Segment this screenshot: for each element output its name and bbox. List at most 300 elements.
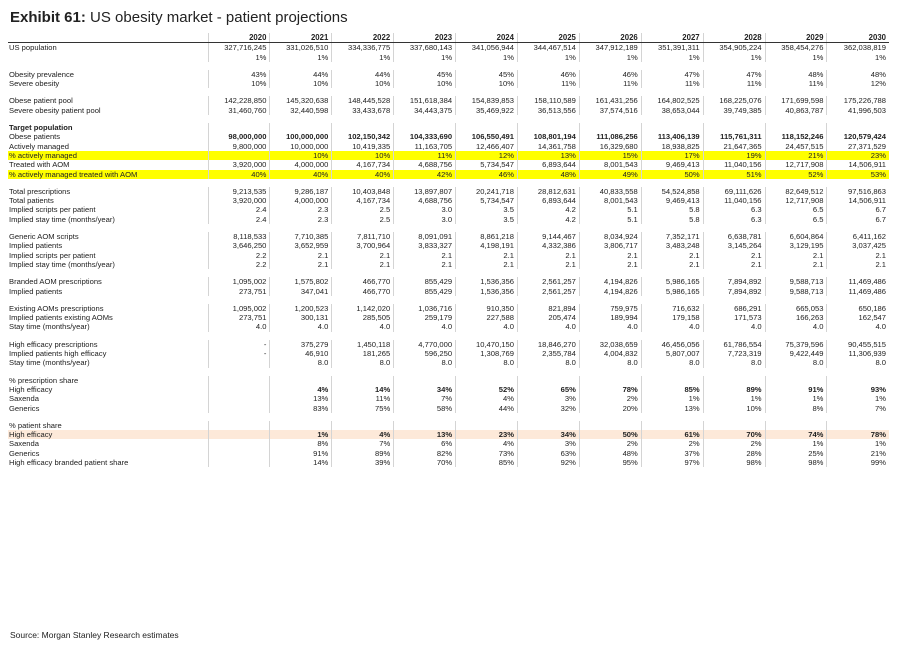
value-cell: 2.4 (208, 205, 270, 214)
value-cell: 46,910 (270, 349, 332, 358)
value-cell: 6,411,162 (827, 232, 889, 241)
row-label: Generics (9, 448, 40, 458)
value-cell: 12,717,908 (765, 196, 827, 205)
value-cell: 6.5 (765, 205, 827, 214)
projection-table (8, 33, 889, 467)
value-cell: 5,734,547 (456, 196, 518, 205)
value-cell: 9,800,000 (208, 142, 270, 151)
row-label: High efficacy branded patient share (9, 457, 129, 467)
value-cell: 2.1 (641, 251, 703, 260)
row-label: Implied stay time (months/year) (9, 214, 115, 224)
value-cell: 175,226,788 (827, 96, 889, 105)
value-cell: 6% (394, 439, 456, 448)
row-label: US population (9, 43, 57, 53)
value-cell: 145,320,638 (270, 96, 332, 105)
row-label: Obese patients (9, 132, 61, 142)
value-cell: 14,506,911 (827, 196, 889, 205)
value-cell: 11,040,156 (703, 160, 765, 169)
year-header: 2026 (579, 33, 641, 43)
value-cell: 35,469,922 (456, 106, 518, 115)
value-cell (703, 376, 765, 385)
value-cell: 162,547 (827, 313, 889, 322)
value-cell: 41,996,503 (827, 106, 889, 115)
value-cell: 4,770,000 (394, 340, 456, 349)
value-cell: 10,419,335 (332, 142, 394, 151)
value-cell: 8.0 (579, 358, 641, 367)
value-cell: 14,506,911 (827, 160, 889, 169)
value-cell (394, 421, 456, 430)
value-cell: 3.0 (394, 205, 456, 214)
value-cell (332, 421, 394, 430)
value-cell: 34% (517, 430, 579, 439)
value-cell: 11,163,705 (394, 142, 456, 151)
value-cell: 179,158 (641, 313, 703, 322)
value-cell: 91% (270, 449, 332, 458)
value-cell: 1% (456, 53, 518, 62)
value-cell (641, 123, 703, 132)
value-cell: 1% (270, 430, 332, 439)
value-cell: 2.5 (332, 215, 394, 224)
value-cell (208, 430, 270, 439)
row-label: Obesity prevalence (9, 69, 75, 79)
spacer-cell (8, 332, 889, 340)
value-cell: 7,710,385 (270, 232, 332, 241)
value-cell: 8,091,091 (394, 232, 456, 241)
value-cell: 21% (827, 449, 889, 458)
table-row (8, 458, 889, 467)
value-cell (208, 404, 270, 413)
value-cell: 32,440,598 (270, 106, 332, 115)
value-cell: 2.1 (332, 260, 394, 269)
value-cell (765, 376, 827, 385)
value-cell: 12% (827, 79, 889, 88)
value-cell (208, 449, 270, 458)
value-cell: 85% (641, 385, 703, 394)
value-cell: 10% (208, 79, 270, 88)
value-cell: 285,505 (332, 313, 394, 322)
spacer-cell (8, 296, 889, 304)
value-cell: 70% (703, 430, 765, 439)
value-cell: 1% (765, 53, 827, 62)
value-cell: 10,403,848 (332, 187, 394, 196)
value-cell: 44% (332, 70, 394, 79)
value-cell: 4,000,000 (270, 160, 332, 169)
value-cell: 1,308,769 (456, 349, 518, 358)
value-cell: 7,811,710 (332, 232, 394, 241)
value-cell: 17% (641, 151, 703, 160)
value-cell: 8,861,218 (456, 232, 518, 241)
value-cell: 11% (579, 79, 641, 88)
table-row (8, 385, 889, 394)
table-row (8, 304, 889, 313)
table-row (8, 205, 889, 214)
value-cell: 3,037,425 (827, 241, 889, 250)
value-cell: 78% (827, 430, 889, 439)
value-cell: 9,588,713 (765, 277, 827, 286)
row-label: Implied patients (9, 286, 63, 296)
value-cell: 7,352,171 (641, 232, 703, 241)
value-cell: 375,279 (270, 340, 332, 349)
table-row (8, 106, 889, 115)
value-cell: 46% (456, 170, 518, 179)
value-cell: 75% (332, 404, 394, 413)
value-cell (641, 421, 703, 430)
value-cell: 855,429 (394, 287, 456, 296)
table-row (8, 70, 889, 79)
row-label: Generics (9, 403, 40, 413)
value-cell: 11% (641, 79, 703, 88)
value-cell: 9,469,413 (641, 196, 703, 205)
value-cell: 89% (703, 385, 765, 394)
year-header: 2022 (332, 33, 394, 43)
row-label: Stay time (months/year) (9, 358, 90, 368)
table-row (8, 96, 889, 105)
row-label: Total prescriptions (9, 186, 71, 196)
value-cell: 37,574,516 (579, 106, 641, 115)
table-row (8, 251, 889, 260)
value-cell: 171,699,598 (765, 96, 827, 105)
value-cell: 759,975 (579, 304, 641, 313)
value-cell (765, 421, 827, 430)
value-cell: 11,469,486 (827, 277, 889, 286)
value-cell: 12% (456, 151, 518, 160)
value-cell: 1,095,002 (208, 304, 270, 313)
value-cell: 2.1 (703, 260, 765, 269)
value-cell: 1,036,716 (394, 304, 456, 313)
value-cell: 8.0 (456, 358, 518, 367)
value-cell: 362,038,819 (827, 43, 889, 53)
value-cell: 7,894,892 (703, 287, 765, 296)
value-cell: 168,225,076 (703, 96, 765, 105)
year-header: 2023 (394, 33, 456, 43)
value-cell: 46,456,056 (641, 340, 703, 349)
value-cell: 113,406,139 (641, 132, 703, 141)
value-cell: 4.0 (641, 322, 703, 331)
row-label: Existing AOMs prescriptions (9, 303, 104, 313)
value-cell: 10% (394, 79, 456, 88)
spacer-cell (8, 88, 889, 96)
value-cell: 4.0 (270, 322, 332, 331)
value-cell: 2.4 (208, 215, 270, 224)
value-cell: 6.3 (703, 215, 765, 224)
value-cell: 4% (456, 394, 518, 403)
value-cell: 7% (827, 404, 889, 413)
value-cell: 3,652,959 (270, 241, 332, 250)
spacer-cell (8, 269, 889, 277)
row-label: Branded AOM prescriptions (9, 277, 102, 287)
value-cell (208, 358, 270, 367)
value-cell: 120,579,424 (827, 132, 889, 141)
value-cell: 27,371,529 (827, 142, 889, 151)
table-row (8, 313, 889, 322)
value-cell: 13,897,807 (394, 187, 456, 196)
value-cell: 1,536,356 (456, 287, 518, 296)
spacer-cell (8, 224, 889, 232)
table-row (8, 277, 889, 286)
value-cell: 9,588,713 (765, 287, 827, 296)
spacer-cell (8, 115, 889, 123)
value-cell (270, 376, 332, 385)
value-cell (703, 421, 765, 430)
value-cell: 1% (703, 394, 765, 403)
value-cell: 161,431,256 (579, 96, 641, 105)
value-cell: 52% (765, 170, 827, 179)
value-cell: 1% (641, 53, 703, 62)
value-cell: 5,734,547 (456, 160, 518, 169)
value-cell: 4.0 (765, 322, 827, 331)
value-cell: 50% (579, 430, 641, 439)
value-cell: 2.1 (270, 260, 332, 269)
value-cell: 158,110,589 (517, 96, 579, 105)
value-cell: 54,524,858 (641, 187, 703, 196)
value-cell (579, 376, 641, 385)
row-label: Stay time (months/year) (9, 322, 90, 332)
value-cell: 85% (456, 458, 518, 467)
value-cell: 1% (270, 53, 332, 62)
value-cell (456, 421, 518, 430)
value-cell: 7% (394, 394, 456, 403)
value-cell: 20,241,718 (456, 187, 518, 196)
value-cell: 74% (765, 430, 827, 439)
value-cell: 596,250 (394, 349, 456, 358)
value-cell: 2.1 (765, 260, 827, 269)
table-row (8, 151, 889, 160)
value-cell: - (208, 340, 270, 349)
value-cell (332, 376, 394, 385)
value-cell: 151,618,384 (394, 96, 456, 105)
value-cell: 28,812,631 (517, 187, 579, 196)
spacer-row (8, 413, 889, 421)
value-cell: 910,350 (456, 304, 518, 313)
value-cell: 49% (579, 170, 641, 179)
value-cell: 1,536,356 (456, 277, 518, 286)
year-header: 2029 (765, 33, 827, 43)
value-cell: 5.8 (641, 205, 703, 214)
value-cell: 15% (579, 151, 641, 160)
value-cell: 14% (332, 385, 394, 394)
value-cell: 4,194,826 (579, 277, 641, 286)
value-cell: - (208, 349, 270, 358)
value-cell (208, 421, 270, 430)
value-cell: 2.1 (579, 251, 641, 260)
value-cell: 181,265 (332, 349, 394, 358)
value-cell: 2.1 (394, 251, 456, 260)
table-row (8, 187, 889, 196)
value-cell: 164,802,525 (641, 96, 703, 105)
value-cell: 102,150,342 (332, 132, 394, 141)
row-label: Saxenda (9, 439, 39, 449)
value-cell: 98% (765, 458, 827, 467)
value-cell: 2.1 (394, 260, 456, 269)
value-cell (208, 394, 270, 403)
year-header: 2030 (827, 33, 889, 43)
value-cell: 14% (270, 458, 332, 467)
table-row (8, 404, 889, 413)
value-cell: 3.5 (456, 215, 518, 224)
value-cell: 5.1 (579, 215, 641, 224)
value-cell: 1% (641, 394, 703, 403)
value-cell (456, 376, 518, 385)
spacer-row (8, 269, 889, 277)
value-cell: 18,938,825 (641, 142, 703, 151)
value-cell: 2% (641, 439, 703, 448)
value-cell: 4,688,756 (394, 196, 456, 205)
value-cell: 78% (579, 385, 641, 394)
value-cell: 8.0 (517, 358, 579, 367)
year-header-row (8, 33, 889, 43)
value-cell: 4.0 (827, 322, 889, 331)
value-cell: 8.0 (703, 358, 765, 367)
year-header: 2028 (703, 33, 765, 43)
value-cell: 716,632 (641, 304, 703, 313)
value-cell: 40% (208, 170, 270, 179)
value-cell: 227,588 (456, 313, 518, 322)
row-label: Implied patients high efficacy (9, 349, 107, 359)
value-cell: 686,291 (703, 304, 765, 313)
value-cell: 1% (827, 394, 889, 403)
table-row (8, 79, 889, 88)
value-cell: 34% (394, 385, 456, 394)
row-label: % prescription share (9, 375, 79, 385)
value-cell: 6,893,644 (517, 196, 579, 205)
value-cell: 665,053 (765, 304, 827, 313)
value-cell: 344,467,514 (517, 43, 579, 53)
value-cell: 4,167,734 (332, 160, 394, 169)
value-cell (703, 123, 765, 132)
value-cell: 21% (765, 151, 827, 160)
value-cell: 13% (517, 151, 579, 160)
value-cell: 327,716,245 (208, 43, 270, 53)
value-cell: 40% (270, 170, 332, 179)
value-cell: 3,646,250 (208, 241, 270, 250)
value-cell: 58% (394, 404, 456, 413)
value-cell: 4.2 (517, 205, 579, 214)
value-cell: 1% (827, 439, 889, 448)
value-cell: 1% (394, 53, 456, 62)
year-header: 2020 (208, 33, 270, 43)
value-cell: 89% (332, 449, 394, 458)
value-cell: 4,194,826 (579, 287, 641, 296)
value-cell: 8.0 (332, 358, 394, 367)
value-cell: 70% (394, 458, 456, 467)
value-cell: 2.2 (208, 251, 270, 260)
value-cell: 347,041 (270, 287, 332, 296)
value-cell: 16,329,680 (579, 142, 641, 151)
value-cell: 6,638,781 (703, 232, 765, 241)
value-cell: 1,142,020 (332, 304, 394, 313)
value-cell: 93% (827, 385, 889, 394)
row-label: High efficacy (8, 430, 208, 439)
value-cell: 5.1 (579, 205, 641, 214)
value-cell: 4% (332, 430, 394, 439)
table-row (8, 322, 889, 331)
value-cell: 24,457,515 (765, 142, 827, 151)
value-cell: 10,000,000 (270, 142, 332, 151)
table-row (8, 260, 889, 269)
value-cell: 10% (270, 79, 332, 88)
value-cell: 69,111,626 (703, 187, 765, 196)
value-cell: 46% (517, 70, 579, 79)
value-cell: 28% (703, 449, 765, 458)
row-label: Severe obesity patient pool (9, 105, 101, 115)
value-cell: 2.1 (827, 260, 889, 269)
value-cell: 3,700,964 (332, 241, 394, 250)
value-cell: 2.3 (270, 205, 332, 214)
value-cell: 171,573 (703, 313, 765, 322)
value-cell (641, 376, 703, 385)
row-label: Actively managed (9, 141, 69, 151)
value-cell: 7,723,319 (703, 349, 765, 358)
value-cell: 4.2 (517, 215, 579, 224)
value-cell: 821,894 (517, 304, 579, 313)
value-cell: 1% (579, 53, 641, 62)
row-label: Implied patients (9, 241, 63, 251)
header-label-cell (8, 33, 208, 43)
value-cell: 9,286,187 (270, 187, 332, 196)
value-cell: 466,770 (332, 287, 394, 296)
value-cell: 2.1 (579, 260, 641, 269)
value-cell (332, 123, 394, 132)
value-cell: 11% (703, 79, 765, 88)
value-cell: 9,422,449 (765, 349, 827, 358)
spacer-cell (8, 179, 889, 187)
value-cell: 46% (579, 70, 641, 79)
value-cell: 4,167,734 (332, 196, 394, 205)
value-cell: 2,355,784 (517, 349, 579, 358)
value-cell: 8.0 (394, 358, 456, 367)
table-row (8, 287, 889, 296)
value-cell: 1% (703, 53, 765, 62)
value-cell: 12,466,407 (456, 142, 518, 151)
value-cell: 3,129,195 (765, 241, 827, 250)
source-note: Source: Morgan Stanley Research estimates (10, 630, 179, 640)
value-cell (208, 376, 270, 385)
value-cell: 11% (765, 79, 827, 88)
row-label: Obese patient pool (9, 96, 73, 106)
exhibit-subtitle: US obesity market - patient projections (90, 9, 348, 26)
value-cell: 466,770 (332, 277, 394, 286)
value-cell: 53% (827, 170, 889, 179)
value-cell: 11% (394, 151, 456, 160)
value-cell: 4% (270, 385, 332, 394)
value-cell: 48% (517, 170, 579, 179)
value-cell: 11% (332, 394, 394, 403)
value-cell: 2.1 (456, 260, 518, 269)
row-label: Severe obesity (9, 79, 60, 89)
row-label: Total patients (9, 196, 54, 206)
spacer-cell (8, 368, 889, 376)
value-cell: 650,186 (827, 304, 889, 313)
value-cell: 33,433,678 (332, 106, 394, 115)
value-cell: 334,336,775 (332, 43, 394, 53)
value-cell: 13% (394, 430, 456, 439)
value-cell: 40,833,558 (579, 187, 641, 196)
value-cell: 83% (270, 404, 332, 413)
value-cell (827, 123, 889, 132)
value-cell: 36,513,556 (517, 106, 579, 115)
value-cell: 48% (827, 70, 889, 79)
value-cell: 61,786,554 (703, 340, 765, 349)
value-cell (517, 123, 579, 132)
value-cell (579, 123, 641, 132)
value-cell: 11,040,156 (703, 196, 765, 205)
value-cell: 8.0 (827, 358, 889, 367)
value-cell: 273,751 (208, 313, 270, 322)
value-cell: 2.1 (517, 260, 579, 269)
value-cell: 40,863,787 (765, 106, 827, 115)
value-cell: 7,894,892 (703, 277, 765, 286)
value-cell (394, 123, 456, 132)
